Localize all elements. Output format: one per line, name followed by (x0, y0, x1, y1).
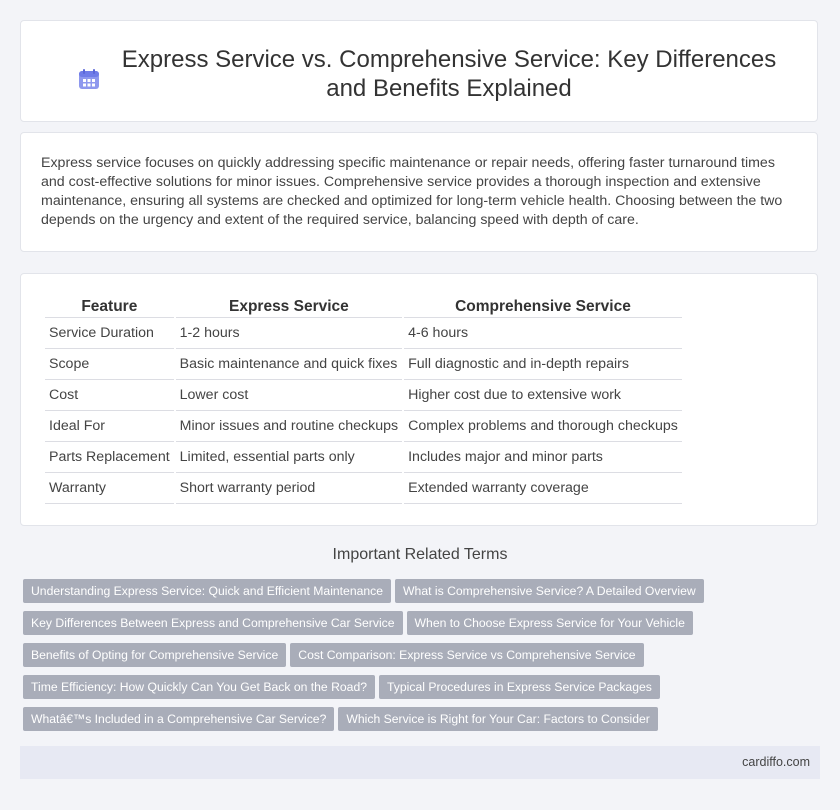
header-comprehensive: Comprehensive Service (455, 298, 631, 315)
related-term-link[interactable]: Understanding Express Service: Quick and Efficient Maintenance (23, 579, 391, 603)
table-cell: Limited, essential parts only (176, 441, 402, 472)
page-title: Express Service vs. Comprehensive Service: Key Differences and Benefits Explained (121, 46, 777, 102)
comparison-table (43, 295, 684, 504)
table-cell: Complex problems and thorough checkups (404, 410, 682, 441)
intro-text: Express service focuses on quickly addressing specific maintenance or repair needs, offering faster turnaround times and cost-effective solutions for minor issues. Comprehensive service provides a thorough inspection and extensive maintenance, ensuring all systems are checked and optimized for long-term vehicle health. Choosing between the two depends on the urgency and extent of the required service, balancing speed with depth of care. (41, 155, 783, 228)
header-card (20, 20, 818, 122)
table-row (45, 348, 682, 379)
footer-site-link[interactable]: cardiffo.com (742, 755, 810, 769)
footer (20, 746, 820, 779)
table-row (45, 441, 682, 472)
table-row (45, 472, 682, 504)
header-feature: Feature (81, 298, 138, 315)
intro-card (20, 132, 818, 252)
related-term-link[interactable]: Whatâ€™s Included in a Comprehensive Car Service? (23, 707, 334, 731)
table-cell: Ideal For (45, 410, 174, 441)
table-row (45, 317, 682, 348)
table-cell: 1-2 hours (176, 317, 402, 348)
table-cell: Parts Replacement (45, 441, 174, 472)
table-cell: Warranty (45, 472, 174, 504)
header-express: Express Service (228, 298, 349, 315)
calendar-icon (77, 67, 101, 91)
related-term-link[interactable]: Cost Comparison: Express Service vs Comprehensive Service (290, 643, 643, 667)
table-cell: Service Duration (45, 317, 174, 348)
comparison-card (20, 273, 818, 526)
related-term-link[interactable]: When to Choose Express Service for Your Vehicle (407, 611, 693, 635)
table-row (45, 379, 682, 410)
related-term-link[interactable]: Time Efficiency: How Quickly Can You Get Back on the Road? (23, 675, 375, 699)
related-term-link[interactable]: Typical Procedures in Express Service Packages (379, 675, 660, 699)
related-term-link[interactable]: Which Service is Right for Your Car: Factors to Consider (338, 707, 657, 731)
table-cell: Basic maintenance and quick fixes (176, 348, 402, 379)
related-terms-title: Important Related Terms (332, 546, 508, 563)
related-term-link[interactable]: What is Comprehensive Service? A Detailed Overview (395, 579, 704, 603)
related-term-link[interactable]: Key Differences Between Express and Comprehensive Car Service (23, 611, 403, 635)
table-cell: Cost (45, 379, 174, 410)
related-term-link[interactable]: Benefits of Opting for Comprehensive Service (23, 643, 286, 667)
table-cell: Higher cost due to extensive work (404, 379, 682, 410)
table-cell: Full diagnostic and in-depth repairs (404, 348, 682, 379)
table-cell: Short warranty period (176, 472, 402, 504)
table-header-row (45, 295, 682, 317)
table-row (45, 410, 682, 441)
table-cell: Includes major and minor parts (404, 441, 682, 472)
table-cell: Extended warranty coverage (404, 472, 682, 504)
table-cell: 4-6 hours (404, 317, 682, 348)
related-terms-list (23, 579, 813, 739)
table-cell: Lower cost (176, 379, 402, 410)
table-cell: Scope (45, 348, 174, 379)
table-cell: Minor issues and routine checkups (176, 410, 402, 441)
